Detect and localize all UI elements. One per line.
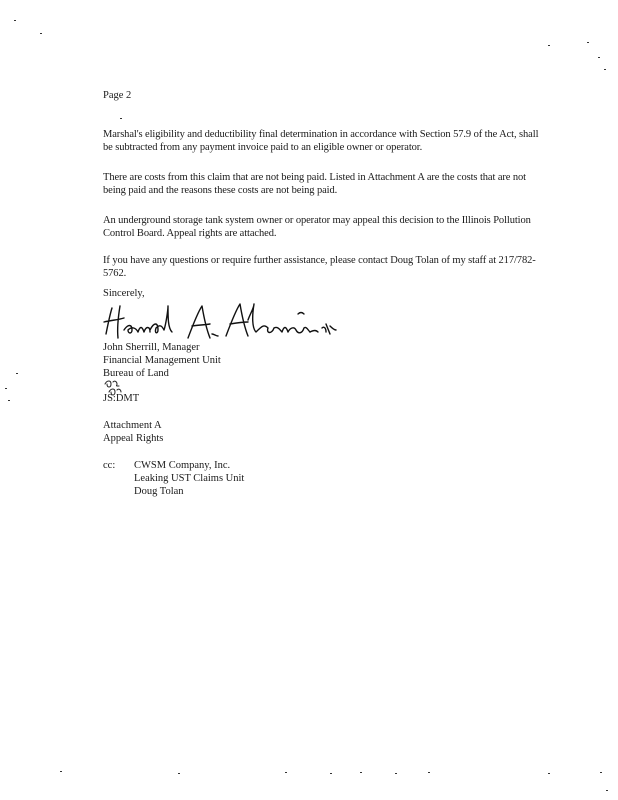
attachment-description: Appeal Rights xyxy=(103,433,164,444)
initials: JS:DMT xyxy=(103,393,140,404)
scan-speck xyxy=(428,772,430,773)
scan-speck xyxy=(600,772,602,773)
scan-speck xyxy=(40,33,42,34)
closing: Sincerely, xyxy=(103,288,145,299)
paragraph-costs-not-paid: There are costs from this claim that are not being paid. Listed in Attachment A are the costs that are not being paid and the reasons these costs are not being paid. xyxy=(103,172,526,196)
signer-bureau: Bureau of Land xyxy=(103,368,169,379)
cc-item: Leaking UST Claims Unit xyxy=(134,473,245,484)
paragraph-appeal: An underground storage tank system owner or operator may appeal this decision to the Illinois Pollution Control Board. Appeal rights are attached. xyxy=(103,215,531,239)
scan-speck xyxy=(285,772,287,773)
scan-speck xyxy=(548,773,550,774)
attachment-label: Attachment A xyxy=(103,420,162,431)
scan-speck xyxy=(548,45,550,46)
scan-speck xyxy=(587,42,589,43)
cc-label: cc: xyxy=(103,460,116,471)
scan-speck xyxy=(8,400,10,401)
scan-speck xyxy=(16,373,18,374)
scan-speck xyxy=(5,388,7,389)
cc-item: Doug Tolan xyxy=(134,486,184,497)
scan-speck xyxy=(120,118,122,119)
scan-speck xyxy=(60,771,62,772)
cc-item: CWSM Company, Inc. xyxy=(134,460,231,471)
page-label: Page 2 xyxy=(103,90,132,101)
paragraph-contact: If you have any questions or require further assistance, please contact Doug Tolan of my staff at 217/782-5762. xyxy=(103,255,536,279)
scan-speck xyxy=(360,772,362,773)
scan-speck xyxy=(395,773,397,774)
signer-name-title: John Sherrill, Manager xyxy=(103,342,200,353)
paragraph-fire-marshal: Marshal's eligibility and deductibility final determination in accordance with Section 57.9 of the Act, shall be subtracted from any payment invoice paid to an eligible owner or operator. xyxy=(103,129,539,153)
scan-speck xyxy=(330,773,332,774)
scan-speck xyxy=(598,57,600,58)
signature-image xyxy=(98,300,338,346)
scan-speck xyxy=(604,69,606,70)
scan-speck xyxy=(14,20,16,21)
scan-speck xyxy=(606,790,608,791)
signer-unit: Financial Management Unit xyxy=(103,355,221,366)
scan-speck xyxy=(178,773,180,774)
